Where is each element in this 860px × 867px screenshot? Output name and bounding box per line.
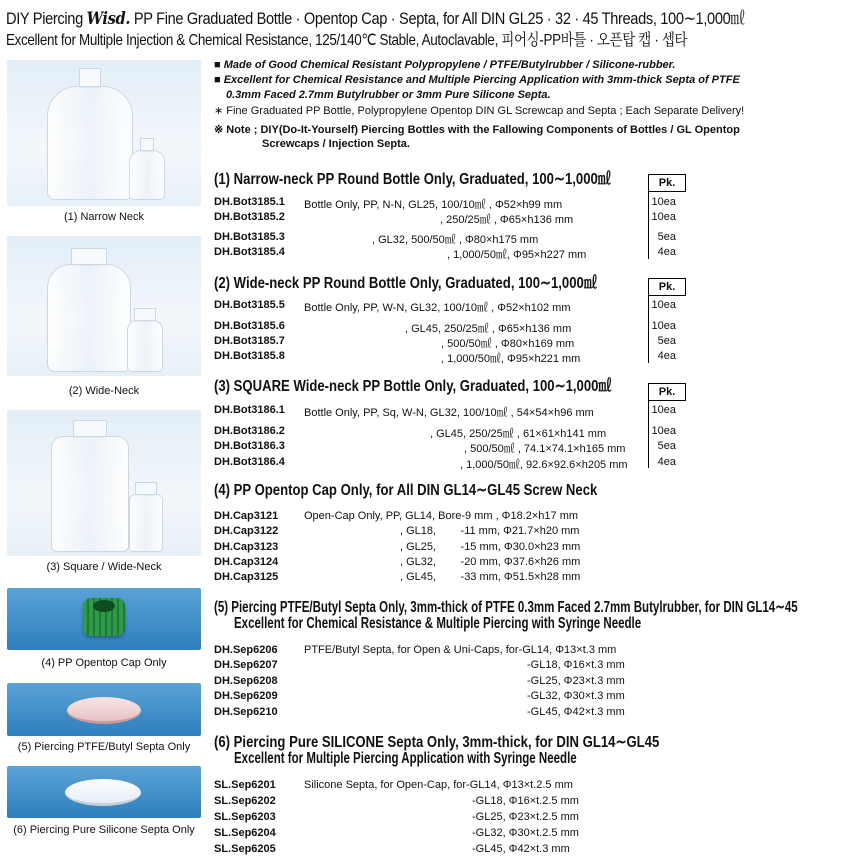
product-code: DH.Sep6209: [214, 690, 278, 702]
product-desc: -GL45, Φ42×t.3 mm: [527, 706, 625, 718]
product-desc: , 500/50㎖ , Φ80×h169 mm: [441, 338, 575, 350]
product-desc: -GL32, Φ30×t.3 mm: [527, 690, 625, 702]
bullet-delivery: ∗ Fine Graduated PP Bottle, Polypropylene Opentop DIN GL Screwcap and Septa ; Each Separate Delivery!: [214, 105, 745, 117]
section-title: (2) Wide-neck PP Round Bottle Only, Graduated, 100∼1,000㎖: [214, 275, 597, 292]
product-code: DH.Bot3185.8: [214, 350, 285, 362]
bullet-resistance: ■ Excellent for Chemical Resistance and Multiple Piercing Application with 3mm-thick Septa of PTFE: [214, 74, 740, 86]
product-code: DH.Bot3186.3: [214, 440, 285, 452]
note: ※ Note ; DIY(Do-It-Yourself) Piercing Bottles with the Fallowing Components of Bottles / GL Opentop: [214, 124, 740, 136]
wide-neck-bottle-image: [7, 236, 201, 376]
product-desc: , 250/25㎖ , Φ65×h136 mm: [440, 214, 574, 226]
product-desc: , 1,000/50㎖, 92.6×92.6×h205 mm: [460, 459, 628, 471]
narrow-neck-bottle-image: [7, 60, 201, 206]
product-desc: , GL25, -15 mm, Φ30.0×h23 mm: [400, 541, 581, 553]
bullet-resistance-cont: 0.3mm Faced 2.7mm Butylrubber or 3mm Pure Silicone Septa.: [226, 89, 551, 101]
product-desc: , GL32, 500/50㎖ , Φ80×h175 mm: [372, 234, 539, 246]
pack-qty: 4ea: [657, 246, 676, 258]
pack-qty: 10ea: [651, 196, 676, 208]
product-desc: , 1,000/50㎖, Φ95×h227 mm: [447, 249, 587, 261]
product-desc: , 500/50㎖ , 74.1×74.1×h165 mm: [464, 443, 626, 455]
pack-qty: 10ea: [651, 299, 676, 311]
product-desc: -GL45, Φ42×t.3 mm: [472, 843, 570, 855]
pack-qty: 4ea: [657, 350, 676, 362]
image-caption: (6) Piercing Pure Silicone Septa Only: [13, 824, 195, 836]
product-desc: , GL45, -33 mm, Φ51.5×h28 mm: [400, 571, 581, 583]
opentop-cap-image: [7, 588, 201, 650]
pack-qty: 10ea: [651, 404, 676, 416]
product-desc: -GL32, Φ30×t.2.5 mm: [472, 827, 579, 839]
product-code: SL.Sep6201: [214, 779, 276, 791]
product-code: DH.Cap3124: [214, 556, 279, 568]
product-desc: Bottle Only, PP, Sq, W-N, GL32, 100/10㎖ , 54×54×h96 mm: [304, 407, 594, 419]
product-code: DH.Sep6208: [214, 675, 278, 687]
product-code: DH.Bot3185.6: [214, 320, 285, 332]
image-caption: (2) Wide-Neck: [68, 385, 140, 397]
product-code: DH.Bot3186.4: [214, 456, 285, 468]
product-code: DH.Cap3121: [214, 510, 279, 522]
ptfe-septa-image: [7, 683, 201, 736]
product-code: DH.Bot3185.7: [214, 335, 285, 347]
product-code: DH.Bot3185.5: [214, 299, 285, 311]
product-code: DH.Sep6210: [214, 706, 278, 718]
product-desc: , GL45, 250/25㎖ , Φ65×h136 mm: [405, 323, 572, 335]
page-title: DIY Piercing Wisd. PP Fine Graduated Bottle · Opentop Cap · Septa, for All DIN GL25 · 32 · 45 Threads, 100∼1,000㎖: [6, 9, 745, 29]
section-title: (4) PP Opentop Cap Only, for All DIN GL14∼GL45 Screw Neck: [214, 482, 598, 499]
product-code: DH.Sep6206: [214, 644, 278, 656]
product-code: DH.Cap3123: [214, 541, 279, 553]
product-code: SL.Sep6203: [214, 811, 276, 823]
product-desc: Bottle Only, PP, W-N, GL32, 100/10㎖ , Φ52×h102 mm: [304, 302, 571, 314]
product-desc: PTFE/Butyl Septa, for Open & Uni-Caps, for-GL14, Φ13×t.3 mm: [304, 644, 617, 656]
product-desc: -GL18, Φ16×t.3 mm: [527, 659, 625, 671]
page-subtitle: Excellent for Multiple Injection & Chemical Resistance, 125/140℃ Stable, Autoclavable, 피어싱-PP바틀 · 오픈탑 캡 · 셉타: [6, 32, 688, 49]
pack-header: Pk.: [648, 174, 686, 192]
product-code: DH.Cap3125: [214, 571, 279, 583]
pack-qty: 4ea: [657, 456, 676, 468]
image-caption: (1) Narrow Neck: [63, 211, 145, 223]
product-desc: , GL45, 250/25㎖ , 61×61×h141 mm: [430, 428, 607, 440]
product-desc: , 1,000/50㎖, Φ95×h221 mm: [441, 353, 581, 365]
product-code: DH.Bot3185.3: [214, 231, 285, 243]
product-code: DH.Bot3186.1: [214, 404, 285, 416]
section-title: (3) SQUARE Wide-neck PP Bottle Only, Graduated, 100∼1,000㎖: [214, 378, 612, 395]
pack-header: Pk.: [648, 383, 686, 401]
product-desc: Open-Cap Only, PP, GL14, Bore-9 mm , Φ18.2×h17 mm: [304, 510, 579, 522]
pack-qty: 10ea: [651, 320, 676, 332]
section-subtitle: Excellent for Multiple Piercing Application with Syringe Needle: [234, 750, 577, 767]
product-desc: -GL25, Φ23×t.2.5 mm: [472, 811, 579, 823]
section-title: (1) Narrow-neck PP Round Bottle Only, Graduated, 100∼1,000㎖: [214, 171, 611, 188]
pack-qty: 5ea: [657, 440, 676, 452]
pack-qty: 5ea: [657, 231, 676, 243]
pack-qty: 5ea: [657, 335, 676, 347]
product-code: DH.Cap3122: [214, 525, 279, 537]
product-desc: -GL18, Φ16×t.2.5 mm: [472, 795, 579, 807]
section-title: (6) Piercing Pure SILICONE Septa Only, 3mm-thick, for DIN GL14∼GL45: [214, 734, 660, 751]
product-code: DH.Sep6207: [214, 659, 278, 671]
product-desc: Silicone Septa, for Open-Cap, for-GL14, Φ13×t.2.5 mm: [304, 779, 573, 791]
brand-logo: Wisd.: [86, 9, 131, 29]
pack-header: Pk.: [648, 278, 686, 296]
product-code: DH.Bot3186.2: [214, 425, 285, 437]
square-bottle-image: [7, 410, 201, 556]
product-code: DH.Bot3185.1: [214, 196, 285, 208]
note-cont: Screwcaps / Injection Septa.: [262, 138, 410, 150]
product-code: DH.Bot3185.2: [214, 211, 285, 223]
section-subtitle: Excellent for Chemical Resistance & Multiple Piercing with Syringe Needle: [234, 615, 642, 632]
silicone-septa-image: [7, 766, 201, 818]
image-caption: (5) Piercing PTFE/Butyl Septa Only: [17, 741, 191, 753]
image-caption: (3) Square / Wide-Neck: [46, 561, 162, 573]
product-desc: , GL32, -20 mm, Φ37.6×h26 mm: [400, 556, 581, 568]
image-caption: (4) PP Opentop Cap Only: [41, 657, 167, 669]
pack-qty: 10ea: [651, 211, 676, 223]
product-desc: , GL18, -11 mm, Φ21.7×h20 mm: [400, 525, 580, 537]
product-code: SL.Sep6204: [214, 827, 276, 839]
product-desc: Bottle Only, PP, N-N, GL25, 100/10㎖ , Φ52×h99 mm: [304, 199, 563, 211]
product-code: DH.Bot3185.4: [214, 246, 285, 258]
pack-qty: 10ea: [651, 425, 676, 437]
product-desc: -GL25, Φ23×t.3 mm: [527, 675, 625, 687]
product-code: SL.Sep6202: [214, 795, 276, 807]
product-code: SL.Sep6205: [214, 843, 276, 855]
section-title: (5) Piercing PTFE/Butyl Septa Only, 3mm-thick of PTFE 0.3mm Faced 2.7mm Butylrubber, for DIN GL14∼45: [214, 599, 798, 616]
bullet-material: ■ Made of Good Chemical Resistant Polypropylene / PTFE/Butylrubber / Silicone-rubber.: [214, 59, 676, 71]
